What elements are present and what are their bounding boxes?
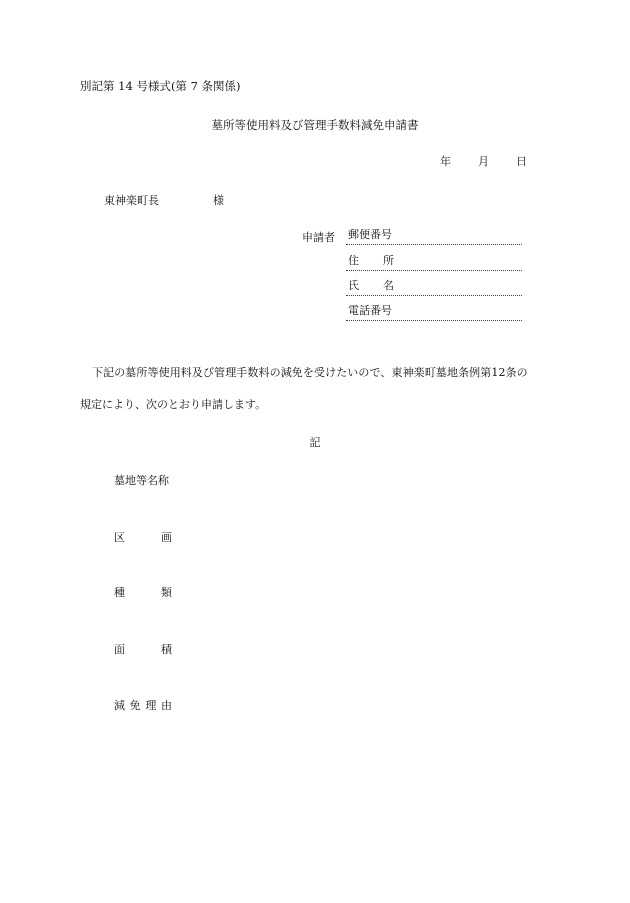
body-text-line-2: 規定により、次のとおり申請します。	[80, 398, 267, 411]
applicant-label: 申請者	[302, 231, 335, 244]
section-label	[114, 531, 172, 544]
cemetery-name-label: 墓地等名称	[114, 474, 169, 487]
reason-label-char-3: 理	[145, 699, 157, 712]
reason-label-char-4: 由	[160, 699, 172, 712]
section-label-char-2: 画	[161, 531, 172, 544]
reduction-reason-label	[114, 699, 172, 712]
type-label-char-1: 種	[114, 586, 125, 599]
addressee	[104, 194, 224, 207]
reason-label-char-2: 免	[129, 699, 141, 712]
section-label-char-1: 区	[114, 531, 125, 544]
postal-code-field[interactable]	[346, 228, 522, 245]
address-label-char-1: 住	[348, 254, 359, 267]
type-label-char-2: 類	[161, 586, 172, 599]
form-number: 別記第 14 号様式(第 7 条関係)	[80, 79, 241, 93]
address-label-char-2: 所	[383, 254, 394, 267]
addressee-name: 東神楽町長	[104, 194, 159, 207]
name-label-char-1: 氏	[348, 279, 359, 292]
phone-field[interactable]	[346, 304, 522, 321]
phone-label: 電話番号	[348, 304, 392, 317]
name-label	[348, 279, 394, 292]
date-month-label: 月	[478, 155, 489, 168]
postal-code-label: 郵便番号	[348, 228, 392, 241]
date-line	[440, 155, 527, 168]
address-label	[348, 254, 394, 267]
area-label-char-1: 面	[114, 643, 125, 656]
name-label-char-2: 名	[383, 279, 394, 292]
type-label	[114, 586, 172, 599]
area-label	[114, 643, 172, 656]
reason-label-char-1: 減	[114, 699, 125, 712]
date-year-label: 年	[440, 155, 451, 168]
ki-heading: 記	[309, 436, 321, 449]
body-text-line-1: 下記の墓所等使用料及び管理手数料の減免を受けたいので、東神楽町墓地条例第12条の	[92, 366, 528, 379]
date-day-label: 日	[516, 155, 527, 168]
name-field[interactable]	[346, 279, 522, 296]
address-field[interactable]	[346, 254, 522, 271]
document-title: 墓所等使用料及び管理手数料減免申請書	[211, 118, 419, 132]
addressee-honorific: 様	[213, 194, 224, 207]
area-label-char-2: 積	[161, 643, 172, 656]
